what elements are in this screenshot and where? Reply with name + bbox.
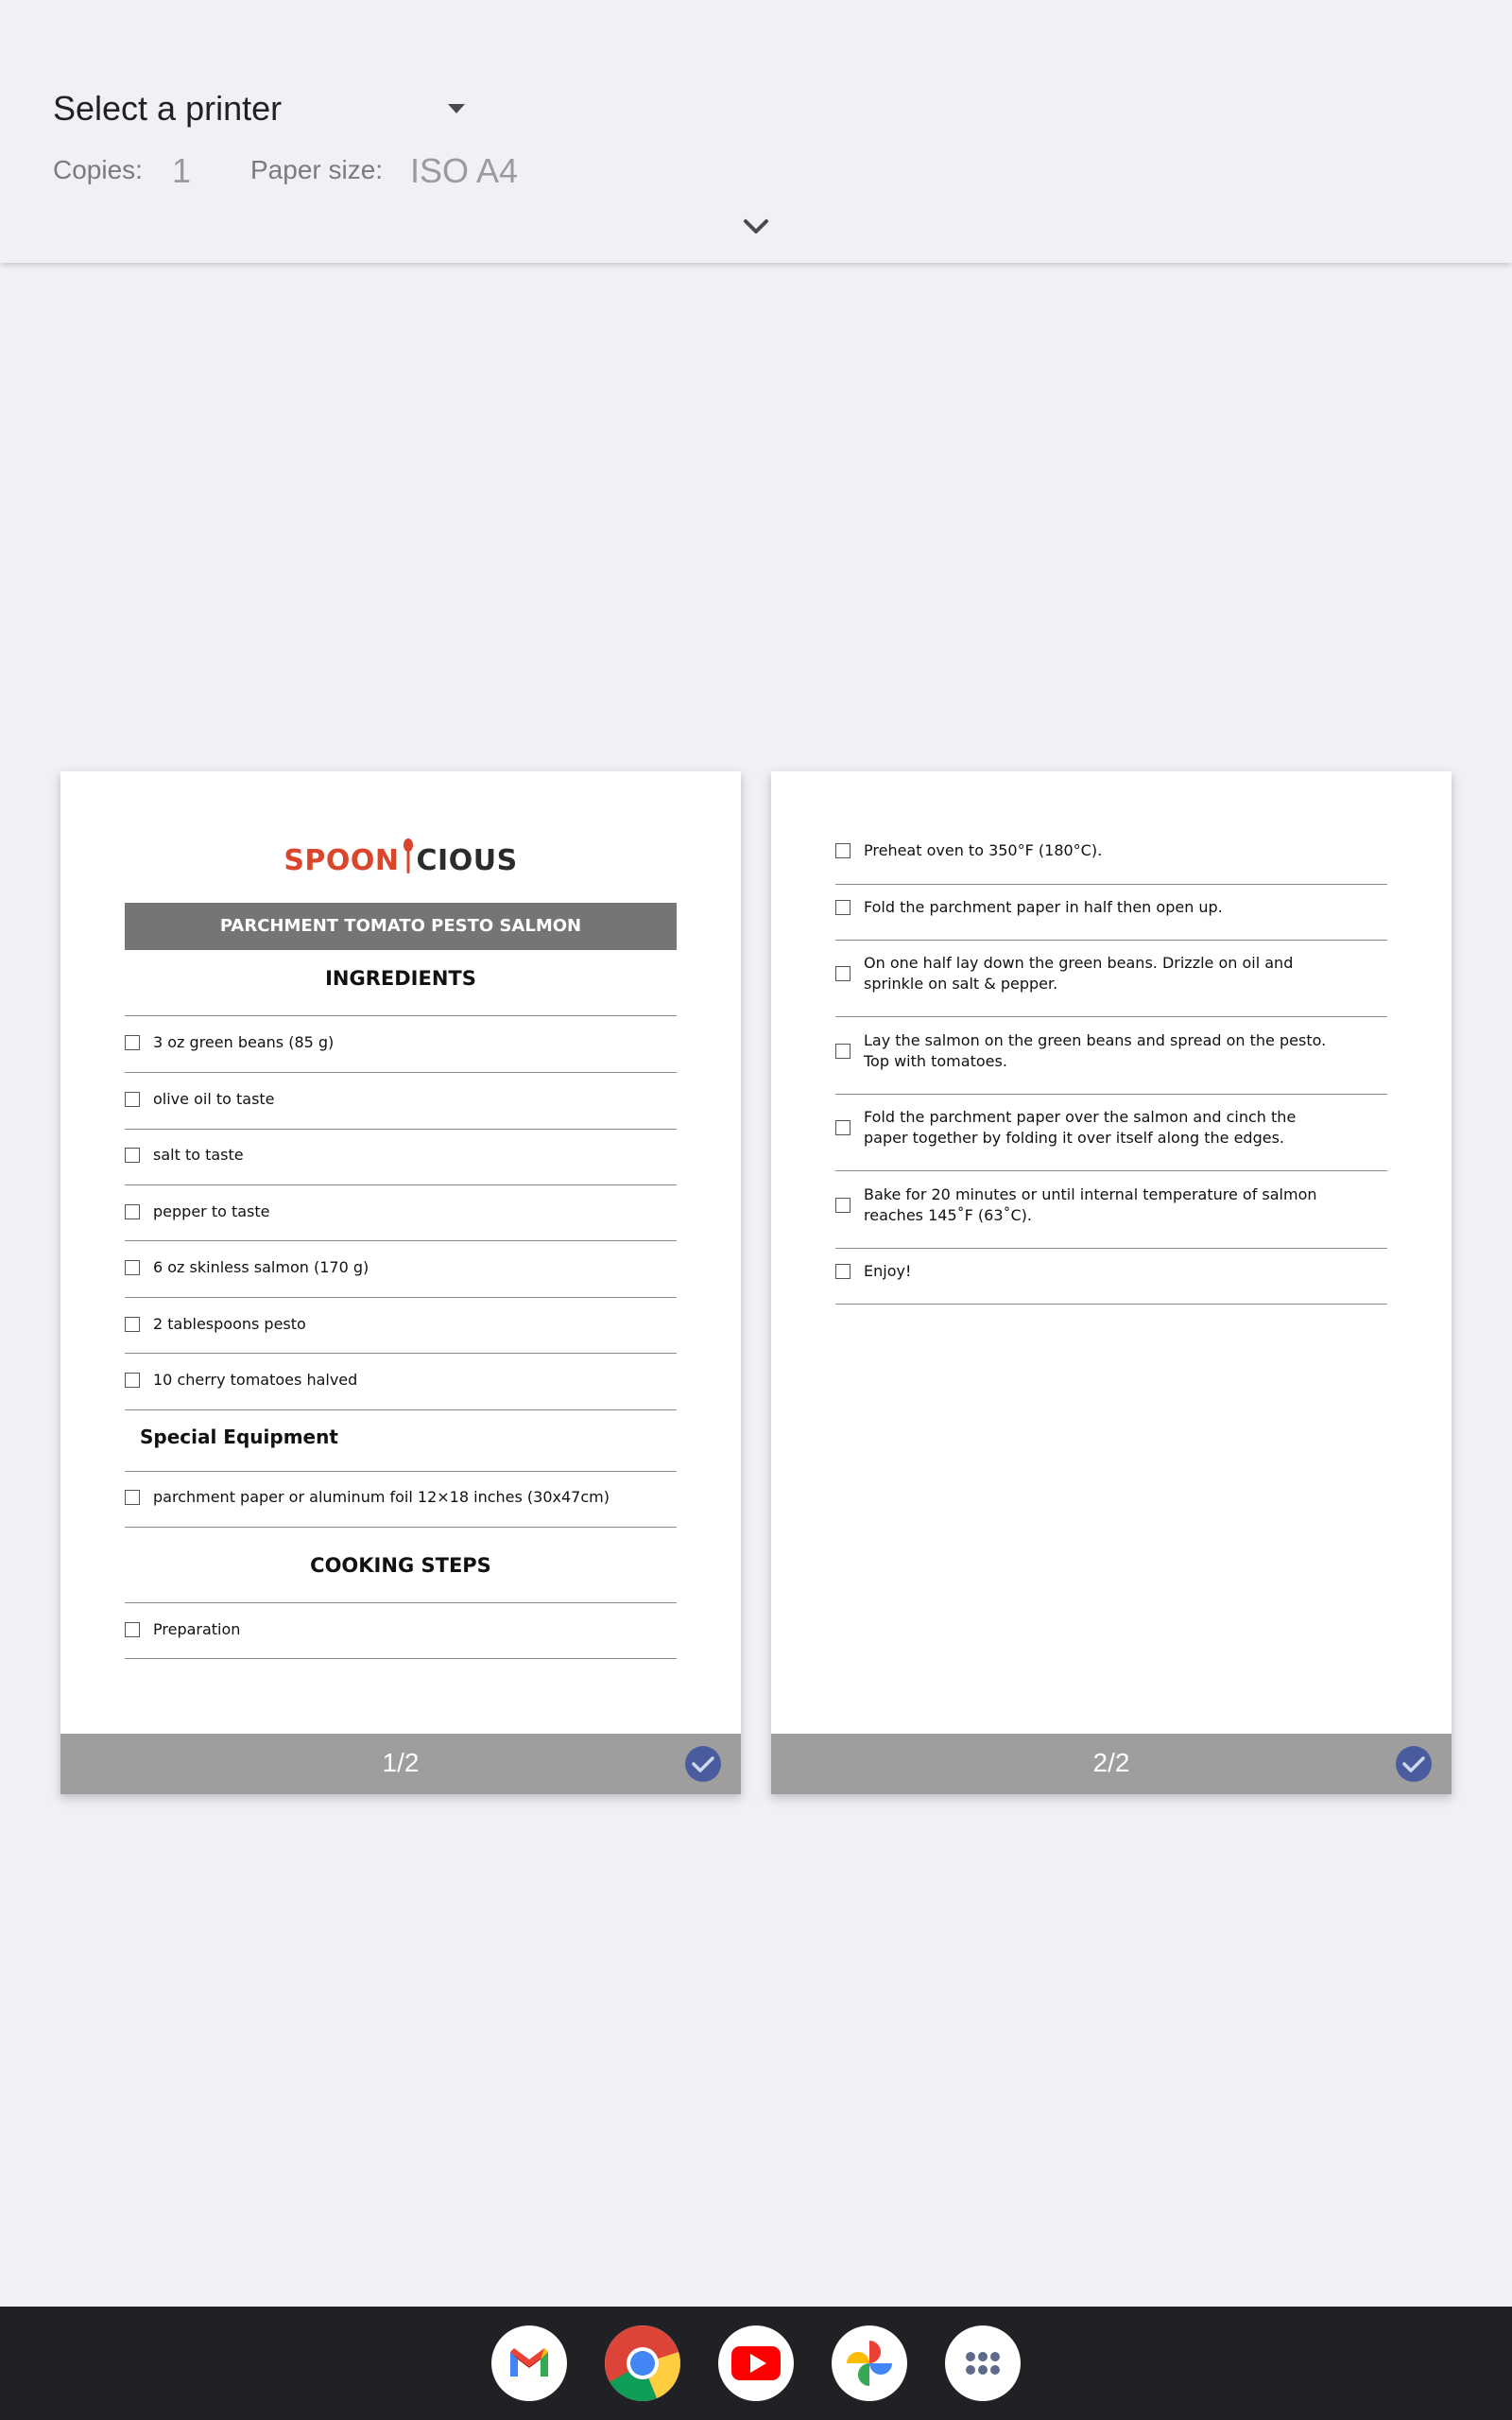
step-item[interactable]: Fold the parchment paper in half then open up. bbox=[835, 897, 1387, 918]
divider bbox=[125, 1602, 677, 1603]
ingredient-item[interactable]: 10 cherry tomatoes halved bbox=[125, 1370, 677, 1391]
recipe-title-banner: PARCHMENT TOMATO PESTO SALMON bbox=[125, 903, 677, 950]
special-equipment-heading: Special Equipment bbox=[140, 1426, 338, 1448]
chrome-icon[interactable] bbox=[605, 2325, 680, 2401]
page-footer bbox=[60, 1734, 741, 1794]
gmail-icon[interactable] bbox=[491, 2325, 567, 2401]
checkbox[interactable] bbox=[125, 1622, 140, 1637]
checkbox[interactable] bbox=[835, 1198, 850, 1213]
divider bbox=[125, 1240, 677, 1241]
step-item[interactable]: Bake for 20 minutes or until internal temperature of salmon reaches 145˚F (63˚C). bbox=[835, 1184, 1387, 1226]
checkbox[interactable] bbox=[125, 1148, 140, 1163]
copies-input[interactable]: 1 bbox=[172, 151, 192, 190]
checkbox[interactable] bbox=[835, 1120, 850, 1135]
divider bbox=[125, 1297, 677, 1298]
step-item[interactable]: On one half lay down the green beans. Drizzle on oil and sprinkle on salt & pepper. bbox=[835, 953, 1387, 994]
divider bbox=[125, 1129, 677, 1130]
step-item[interactable]: Lay the salmon on the green beans and spread on the pesto. Top with tomatoes. bbox=[835, 1030, 1387, 1072]
checkbox[interactable] bbox=[125, 1204, 140, 1219]
page-number: 2/2 bbox=[1092, 1748, 1130, 1777]
paper-size-label: Paper size: bbox=[250, 155, 384, 184]
divider bbox=[125, 1471, 677, 1472]
checkbox[interactable] bbox=[125, 1260, 140, 1275]
ingredient-item[interactable]: pepper to taste bbox=[125, 1201, 677, 1222]
step-item[interactable]: Fold the parchment paper over the salmon and cinch the paper together by folding it over itself along the edges. bbox=[835, 1107, 1387, 1149]
checkbox[interactable] bbox=[125, 1490, 140, 1505]
chevron-down-icon[interactable] bbox=[737, 210, 775, 244]
divider bbox=[125, 1353, 677, 1354]
divider bbox=[125, 1184, 677, 1185]
divider bbox=[835, 940, 1387, 941]
check-circle-icon[interactable] bbox=[1395, 1745, 1433, 1783]
spoonacular-logo: SPOON CIOUS bbox=[60, 838, 741, 877]
checkbox[interactable] bbox=[125, 1373, 140, 1388]
checkbox[interactable] bbox=[835, 900, 850, 915]
ingredients-heading: INGREDIENTS bbox=[325, 967, 476, 990]
page-number: 1/2 bbox=[382, 1748, 420, 1777]
checkbox[interactable] bbox=[835, 843, 850, 858]
app-dock bbox=[0, 2307, 1512, 2420]
checkbox[interactable] bbox=[125, 1092, 140, 1107]
divider bbox=[125, 1658, 677, 1659]
paper-size-select[interactable]: ISO A4 bbox=[410, 151, 519, 190]
printer-select-dropdown[interactable] bbox=[53, 76, 469, 142]
check-circle-icon[interactable] bbox=[684, 1745, 722, 1783]
checkbox[interactable] bbox=[835, 1044, 850, 1059]
divider bbox=[125, 1072, 677, 1073]
page-preview-2[interactable] bbox=[771, 771, 1452, 1794]
ingredient-item[interactable]: olive oil to taste bbox=[125, 1089, 677, 1110]
divider bbox=[835, 1170, 1387, 1171]
printer-select-label: Select a printer bbox=[53, 89, 283, 128]
spoon-icon bbox=[402, 838, 415, 875]
ingredient-item[interactable]: 2 tablespoons pesto bbox=[125, 1314, 677, 1335]
divider bbox=[125, 1015, 677, 1016]
youtube-icon[interactable] bbox=[718, 2325, 794, 2401]
ingredient-item[interactable]: 3 oz green beans (85 g) bbox=[125, 1032, 677, 1053]
copies-label: Copies: bbox=[53, 155, 143, 184]
print-options-panel bbox=[0, 0, 1512, 263]
equipment-item[interactable]: parchment paper or aluminum foil 12×18 inches (30x47cm) bbox=[125, 1487, 677, 1508]
photos-icon[interactable] bbox=[832, 2325, 907, 2401]
app-drawer-icon[interactable] bbox=[945, 2325, 1021, 2401]
divider bbox=[835, 1094, 1387, 1095]
divider bbox=[835, 1248, 1387, 1249]
step-item[interactable]: Preparation bbox=[125, 1619, 677, 1640]
page-preview-1[interactable] bbox=[60, 771, 741, 1794]
divider bbox=[125, 1527, 677, 1528]
cooking-steps-heading: COOKING STEPS bbox=[310, 1554, 491, 1577]
checkbox[interactable] bbox=[125, 1317, 140, 1332]
caret-down-icon bbox=[444, 96, 469, 121]
divider bbox=[835, 1016, 1387, 1017]
checkbox[interactable] bbox=[835, 1264, 850, 1279]
step-item[interactable]: Preheat oven to 350°F (180°C). bbox=[835, 840, 1387, 861]
ingredient-item[interactable]: 6 oz skinless salmon (170 g) bbox=[125, 1257, 677, 1278]
checkbox[interactable] bbox=[125, 1035, 140, 1050]
divider bbox=[835, 1304, 1387, 1305]
page-footer bbox=[771, 1734, 1452, 1794]
step-item[interactable]: Enjoy! bbox=[835, 1261, 1387, 1282]
divider bbox=[835, 884, 1387, 885]
ingredient-item[interactable]: salt to taste bbox=[125, 1145, 677, 1166]
divider bbox=[125, 1409, 677, 1410]
checkbox[interactable] bbox=[835, 966, 850, 981]
